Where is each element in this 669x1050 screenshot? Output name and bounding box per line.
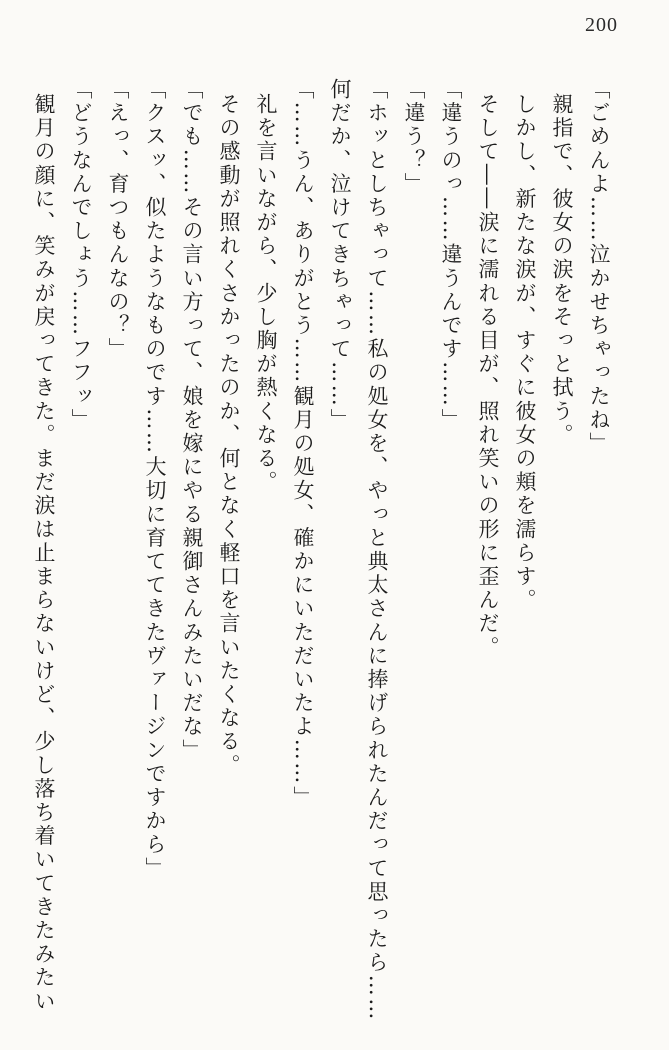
text-block (25, 78, 617, 1030)
paragraph-line: しかし、新たな涙が、すぐに彼女の頬を濡らす。 (513, 92, 537, 612)
paragraph-line: そして――涙に濡れる目が、照れ笑いの形に歪んだ。 (476, 92, 500, 660)
paragraph-line: 観月の顔に、笑みが戻ってきた。まだ涙は止まらないけど、少し落ち着いてきたみたい (32, 92, 56, 1014)
paragraph-line: 「違うのっ……違うんです……」 (439, 78, 463, 432)
paragraph-line: 礼を言いながら、少し胸が熱くなる。 (254, 92, 278, 494)
paragraph-line: 「……うん、ありがとう……観月の処女、確かにいただいたよ……」 (291, 78, 315, 810)
paragraph-line: 「違う？」 (402, 78, 426, 196)
paragraph-line: 「えっ、育つもんなの？」 (106, 78, 130, 362)
page-number: 200 (585, 14, 618, 36)
paragraph-line: 「ホッとしちゃって……私の処女を、やっと典太さんに捧げられたんだって思ったら……何だか、泣けてきちゃって……」 (328, 78, 389, 1022)
paragraph-line: 親指で、彼女の涙をそっと拭う。 (550, 92, 574, 447)
paragraph-line: 「クスッ、似たようなものです……大切に育ててきたヴァージンですから」 (143, 78, 167, 881)
paragraph-line: その感動が照れくさかったのか、何となく軽口を言いたくなる。 (217, 92, 241, 778)
paragraph-line: 「どうなんでしょう……フフッ」 (69, 78, 93, 432)
paragraph-line: 「ごめんよ……泣かせちゃったね」 (587, 78, 611, 456)
paragraph-line: 「でも……その言い方って、娘を嫁にやる親御さんみたいだな」 (180, 78, 204, 763)
